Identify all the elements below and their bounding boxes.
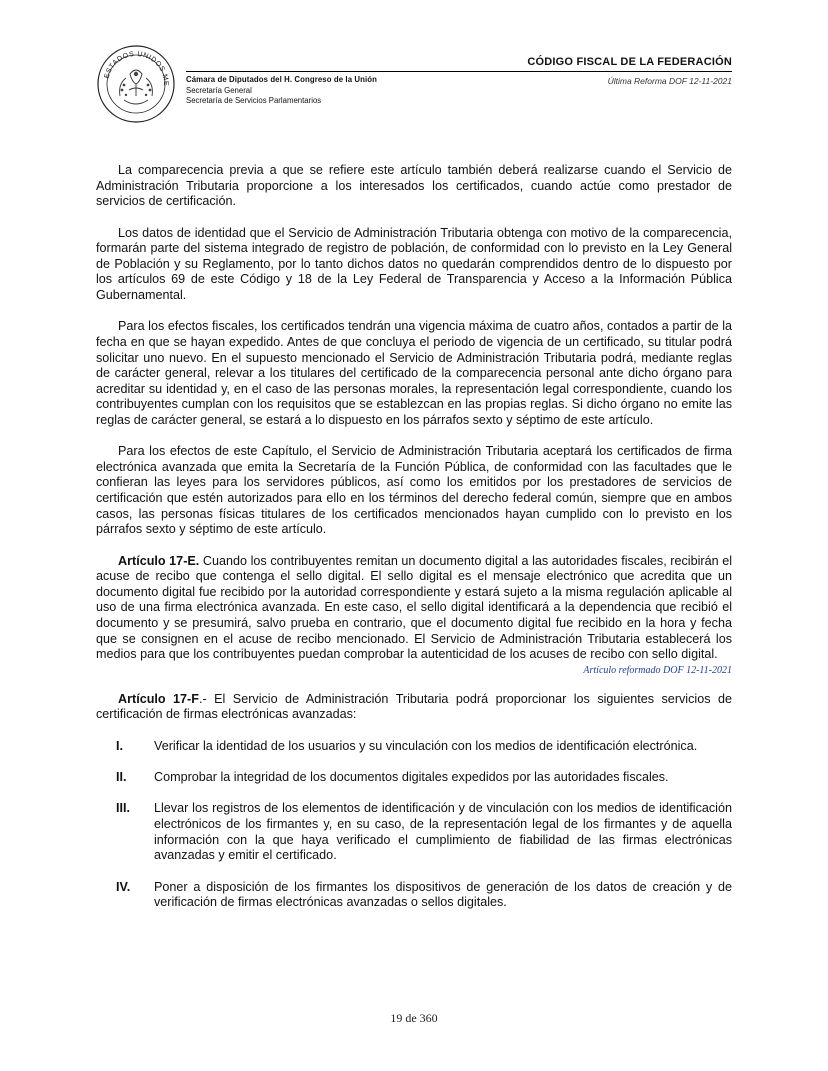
paragraph: Los datos de identidad que el Servicio de Administración Tributaria obtenga con motivo de la comparecencia, formarán parte del sistema integrado de registro de población, de conformidad con lo previsto en la Ley General de Población y su Reglamento, por lo tanto dichos datos no quedarán comprendidos dentro de lo dispuesto por los artículos 69 de este Código y 18 de la Ley Federal de Transparencia y Acceso a la Información Pública Gubernamental. <box>96 225 732 302</box>
chamber-name: Cámara de Diputados del H. Congreso de la Unión <box>186 75 377 84</box>
fraction-list <box>96 739 732 911</box>
item-number: IV. <box>116 879 131 894</box>
document-title: CÓDIGO FISCAL DE LA FEDERACIÓN <box>527 56 732 68</box>
services-name: Secretaría de Servicios Parlamentarios <box>186 96 322 105</box>
list-item <box>96 739 732 755</box>
paragraph: Para los efectos fiscales, los certificados tendrán una vigencia máxima de cuatro años, contados a partir de la fecha en que se hayan expedido. Antes de que concluya el periodo de vigencia de un certificado, su titular podrá solicitar uno nuevo. En el supuesto mencionado el Servicio de Administración Tributaria podrá, mediante reglas de carácter general, relevar a los titulares del certificado de la comparecencia personal ante dicho órgano para acreditar su identidad y, en el caso de las personas morales, la representación legal correspondiente, cuando los contribuyentes cumplan con los requisitos que se establezcan en las propias reglas. Si dicho órgano no emite las reglas de carácter general, se estará a lo dispuesto en los párrafos sexto y séptimo de este artículo. <box>96 319 732 427</box>
page-number: 19 de 360 <box>390 1011 438 1025</box>
item-number: III. <box>116 801 130 816</box>
article-text: .- El Servicio de Administración Tributaria podrá proporcionar los siguientes servicios de certificación de firmas electrónicas avanzadas: <box>96 691 732 722</box>
item-number: I. <box>116 738 123 753</box>
item-text: Comprobar la integridad de los documentos digitales expedidos por las autoridades fiscales. <box>154 769 669 784</box>
article-17f <box>96 692 732 723</box>
page-header <box>0 0 828 130</box>
item-text: Verificar la identidad de los usuarios y su vinculación con los medios de identificación electrónica. <box>154 738 698 753</box>
header-divider <box>186 71 732 72</box>
item-text: Poner a disposición de los firmantes los dispositivos de generación de los datos de creación y de verificación de firmas electrónicas avanzadas o sellos digitales. <box>154 879 732 910</box>
paragraph: La comparecencia previa a que se refiere este artículo también deberá realizarse cuando el Servicio de Administración Tributaria proporcione a los interesados los certificados, cuando actúe como prestador de servicios de certificación. <box>96 163 732 209</box>
list-item <box>96 770 732 786</box>
item-number: II. <box>116 769 127 784</box>
svg-text:ESTADOS UNIDOS MEXICANOS: ESTADOS UNIDOS ME <box>103 50 170 87</box>
list-item <box>96 801 732 863</box>
last-reform-date: Última Reforma DOF 12-11-2021 <box>607 76 732 86</box>
article-17e <box>96 554 732 663</box>
secretariat-name: Secretaría General <box>186 85 252 95</box>
document-body <box>96 163 732 927</box>
national-seal-logo <box>96 44 176 124</box>
reform-note: Artículo reformado DOF 12-11-2021 <box>583 664 732 676</box>
article-text: Cuando los contribuyentes remitan un documento digital a las autoridades fiscales, recibirán el acuse de recibo que contenga el sello digital. El sello digital es el mensaje electrónico que acredita que un documento digital fue recibido por la autoridad correspondiente y estará sujeto a la misma regulación aplicable al uso de una firma electrónica avanzada. En este caso, el sello digital identificará a la dependencia que recibió el documento y se presumirá, salvo prueba en contrario, que el documento digital fue recibido en la hora y fecha que se consignen en el acuse de recibo mencionado. El Servicio de Administración Tributaria establecerá los medios para que los contribuyentes puedan comprobar la autenticidad de los acuses de recibo con sello digital. <box>96 553 732 662</box>
article-heading: Artículo 17-E. <box>118 553 200 568</box>
issuing-organization <box>186 75 377 107</box>
article-heading: Artículo 17-F <box>118 691 199 706</box>
coat-of-arms-icon <box>96 44 176 124</box>
list-item <box>96 880 732 911</box>
item-text: Llevar los registros de los elementos de identificación y de vinculación con los medios de identificación electrónicos de los firmantes y, en su caso, de la representación legal de los firmantes y de aquella información con la que haya verificado el cumplimiento de fiabilidad de las firmas electrónicas avanzadas y emitir el certificado. <box>154 801 732 863</box>
paragraph: Para los efectos de este Capítulo, el Servicio de Administración Tributaria aceptará los certificados de firma electrónica avanzada que emita la Secretaría de la Función Pública, de conformidad con las facultades que le confieran las leyes para los servidores públicos, así como los emitidos por los prestadores de servicios de certificación que estén autorizados para ello en los términos del derecho federal común, siempre que en ambos casos, las personas físicas titulares de los certificados mencionados hayan cumplido con lo previsto en los párrafos sexto y séptimo de este artículo. <box>96 444 732 537</box>
